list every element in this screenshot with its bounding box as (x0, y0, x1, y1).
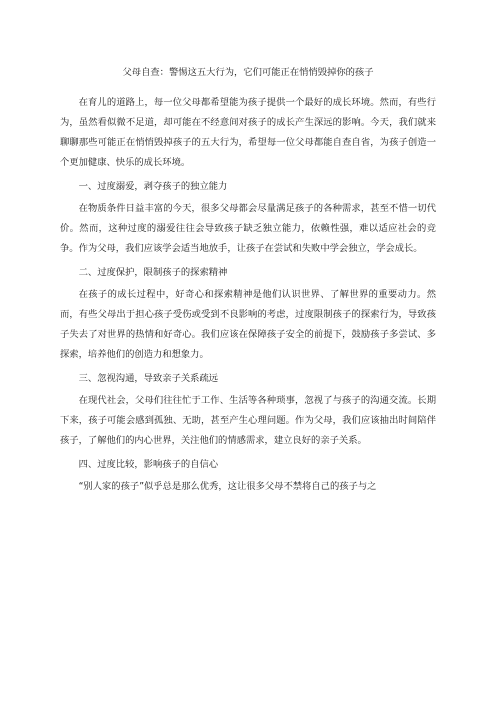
section-body-4: “别人家的孩子”似乎总是那么优秀，这让很多父母不禁将自己的孩子与之 (78, 481, 377, 492)
section-heading-1: 一、过度溺爱，剥夺孩子的独立能力 (78, 181, 228, 192)
section-body-2: 在孩子的成长过程中，好奇心和探索精神是他们认识世界、了解世界的重要动力。然而，有些父母出于担心孩子受伤或受到不良影响的考虑，过度限制孩子的探索行为，导致孩子失去了对世界的热情和好奇心。我们应该在保障孩子安全的前提下，鼓励孩子多尝试、多探索，培养他们的创造力和想象力。 (60, 289, 436, 360)
section-heading-2: 二、过度保护，限制孩子的探索精神 (78, 267, 228, 278)
section-heading-3: 三、忽视沟通，导致亲子关系疏远 (78, 373, 219, 384)
intro-paragraph: 在育儿的道路上，每一位父母都希望能为孩子提供一个最好的成长环境。然而，有些行为，虽然看似微不足道，却可能在不经意间对孩子的成长产生深远的影响。今天，我们就来聊聊那些可能正在悄悄毁掉孩子的五大行为，希望每一位父母都能自查自省，为孩子创造一个更加健康、快乐的成长环境。 (60, 97, 436, 168)
section-heading-4: 四、过度比较，影响孩子的自信心 (78, 459, 219, 470)
document-body (60, 93, 436, 497)
document-title: 父母自查：警惕这五大行为，它们可能正在悄悄毁掉你的孩子 (122, 67, 374, 78)
section-body-3: 在现代社会，父母们往往忙于工作、生活等各种琐事，忽视了与孩子的沟通交流。长期下来，孩子可能会感到孤独、无助，甚至产生心理问题。作为父母，我们应该抽出时间陪伴孩子，了解他们的内心世界，关注他们的情感需求，建立良好的亲子关系。 (60, 395, 436, 446)
section-body-1: 在物质条件日益丰富的今天，很多父母都会尽量满足孩子的各种需求，甚至不惜一切代价。然而，这种过度的溺爱往往会导致孩子缺乏独立能力，依赖性强，难以适应社会的竞争。作为父母，我们应该学会适当地放手，让孩子在尝试和失败中学会独立，学会成长。 (60, 203, 436, 254)
